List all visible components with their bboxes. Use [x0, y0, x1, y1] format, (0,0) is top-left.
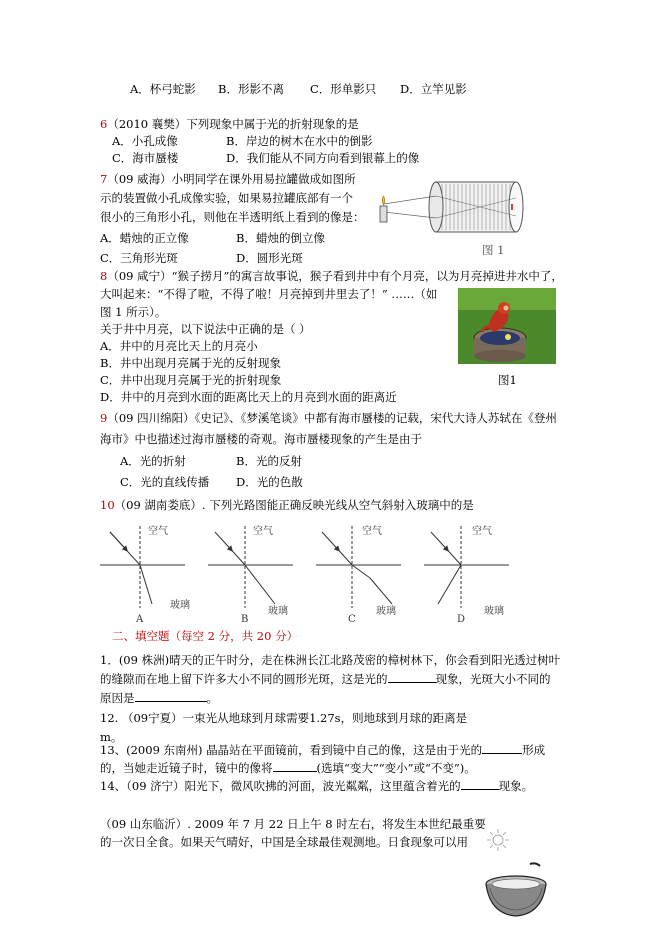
fill-13-blank-1[interactable] [482, 742, 522, 754]
sun-icon [487, 829, 509, 851]
fill-14-blank[interactable] [461, 778, 499, 790]
diagram-b-air-label: 空气 [253, 526, 273, 537]
q7-option-c: C．三角形光斑 [100, 251, 178, 265]
q6-number: 6 [100, 117, 108, 131]
fill-12-line-1: 12. （09宁夏）一束光从地球到月球需要1.27s，则地球到月球的距离是 [100, 711, 468, 725]
diagram-b-letter: B [241, 614, 249, 625]
fill-13-text-b: 形成 [522, 743, 546, 757]
q7-text-1: 小明同学在课外用易拉罐做成如图所 [171, 172, 356, 186]
q5-option-c: C．形单影只 [310, 82, 377, 96]
fill-13-text-c: 的，当她走近镜子时，镜中的像将 [100, 761, 273, 775]
q8-number: 8 [100, 269, 108, 283]
q6-option-d: D．我们能从不同方向看到银幕上的像 [226, 151, 420, 165]
q9-option-a: A．光的折射 [120, 454, 186, 468]
q7-option-d: D．圆形光斑 [236, 251, 303, 265]
q10-stem [100, 497, 474, 513]
fill-1-line-2 [100, 671, 551, 687]
q8-option-d: D．井中的月亮到水面的距离比天上的月亮到水面的距离近 [100, 390, 397, 404]
diagram-b [208, 524, 293, 625]
q10-ray-diagrams [100, 520, 520, 625]
q7-text-3: 很小的三角形小孔，则他在半透明纸上看到的像是： [100, 210, 365, 224]
fill-1-text-c: 原因是 [100, 691, 135, 705]
diagram-d-letter: D [457, 614, 466, 625]
q9-option-b: B．光的反射 [236, 454, 302, 468]
q8-option-b: B．井中出现月亮属于光的反射现象 [100, 356, 281, 370]
q10-text: （09 湖南娄底）. 下列光路图能正确反映光线从空气斜射入玻璃中的是 [114, 498, 474, 512]
diagram-a-glass-label: 玻璃 [170, 600, 190, 611]
q9-stem [100, 410, 557, 426]
diagram-c [316, 524, 401, 625]
q5-option-a: A．杯弓蛇影 [130, 82, 196, 96]
fill-14-line [100, 778, 533, 794]
fill-1-blank-1[interactable] [388, 671, 436, 683]
q7-number: 7 [100, 172, 108, 186]
fill-14-text-b: 现象。 [498, 779, 534, 793]
q8-text-3: 图 1 所示）。 [100, 305, 167, 319]
fill-1-line-3 [100, 690, 218, 706]
diagram-a [100, 524, 190, 625]
diagram-d-glass-label: 玻璃 [484, 606, 504, 617]
q9-option-c: C．光的直线传播 [120, 475, 210, 489]
q7-figure-caption: 图 1 [482, 243, 505, 257]
q8-text-1: （09 咸宁）“猴子捞月”的寓言故事说，猴子看到井中有个月亮，以为月亮掉进井水中了， [107, 269, 563, 283]
diagram-c-air-label: 空气 [362, 526, 382, 537]
q9-number: 9 [100, 411, 108, 425]
q6-option-c: C．海市蜃楼 [112, 151, 179, 165]
fill-14-text-a: 14、（09 济宁）阳光下，微风吹拂的河面，波光粼粼，这里蕴含着光的 [100, 779, 461, 793]
fill-1-blank-2[interactable] [135, 690, 207, 702]
q8-text-4: 关于井中月亮，以下说法中正确的是（ ） [100, 322, 311, 336]
diagram-d-air-label: 空气 [472, 526, 492, 537]
q9-option-d: D．光的色散 [236, 475, 303, 489]
fill-1-line-1: 1．(09 株洲)晴天的正午时分，走在株洲长江北路茂密的樟树林下，你会看到阳光透过树叶 [100, 653, 561, 667]
eclipse-question-line-1: （09 山东临沂）. 2009 年 7 月 22 日上午 8 时左右，将发生本世纪最重要 [100, 817, 486, 831]
fill-13-text-d: (选填“变大”“变小”或“不变”)。 [316, 761, 476, 775]
q7-text-2: 示的装置做小孔成像实验，如果易拉罐底部有一个 [100, 191, 353, 205]
diagram-a-letter: A [136, 614, 144, 625]
diagram-c-letter: C [348, 614, 356, 625]
q7-option-b: B．蜡烛的倒立像 [236, 231, 325, 245]
q7-stem [100, 171, 356, 187]
q8-option-c: C．井中出现月亮属于光的折射现象 [100, 373, 282, 387]
monkey-well-figure [458, 288, 556, 364]
fill-12-line-2: m。 [100, 730, 123, 744]
fill-13-text-a: 13、(2009 东南州) 晶晶站在平面镜前，看到镜中自己的像，这是由于光的 [100, 743, 483, 757]
fill-13-line-1 [100, 742, 545, 758]
q6-text: （2010 襄樊）下列现象中属于光的折射现象的是 [107, 117, 359, 131]
diagram-a-air-label: 空气 [148, 526, 168, 537]
q7-option-a: A．蜡烛的正立像 [100, 231, 189, 245]
q10-number: 10 [100, 498, 115, 512]
fill-1-text-a: 的缝隙而在地上留下许多大小不同的圆形光斑，这是光的 [100, 672, 388, 686]
eclipse-basin-figure [480, 824, 550, 932]
q6-option-a: A．小孔成像 [112, 134, 178, 148]
eclipse-question-line-2: 的一次日全食。如果天气晴好，中国是全球最佳观测地。日食现象可以用 [100, 835, 468, 849]
diagram-d [424, 524, 509, 625]
q7-source: （09 威海） [107, 172, 172, 186]
q9-text-2: 海市》中也描述过海市蜃楼的奇观。海市蜃楼现象的产生是由于 [100, 432, 422, 446]
diagram-b-glass-label: 玻璃 [268, 606, 288, 617]
fill-13-blank-2[interactable] [273, 760, 317, 772]
q8-figure-caption: 图1 [498, 373, 517, 387]
q8-stem [100, 268, 563, 284]
q8-option-a: A．井中的月亮比天上的月亮小 [100, 339, 258, 353]
q9-text-1: （09 四川绵阳）《史记》、《梦溪笔谈》中都有海市蜃楼的记载，宋代大诗人苏轼在《登州 [107, 411, 557, 425]
fill-1-text-d: 。 [206, 691, 218, 705]
q8-text-2: 大叫起来：“不得了啦，不得了啦！月亮掉到井里去了！” ……（如 [100, 287, 438, 301]
q6-option-b: B．岸边的树木在水中的倒影 [226, 134, 373, 148]
pinhole-camera-figure [372, 168, 532, 260]
q5-option-b: B．形影不离 [218, 82, 284, 96]
fill-13-line-2 [100, 760, 476, 776]
diagram-c-glass-label: 玻璃 [376, 606, 396, 617]
section-2-heading: 二、填空题（每空 2 分，共 20 分） [112, 629, 299, 643]
q5-option-d: D．立竿见影 [400, 82, 467, 96]
q6-stem [100, 116, 359, 132]
fill-1-text-b: 现象，光斑大小不同的 [435, 672, 551, 686]
